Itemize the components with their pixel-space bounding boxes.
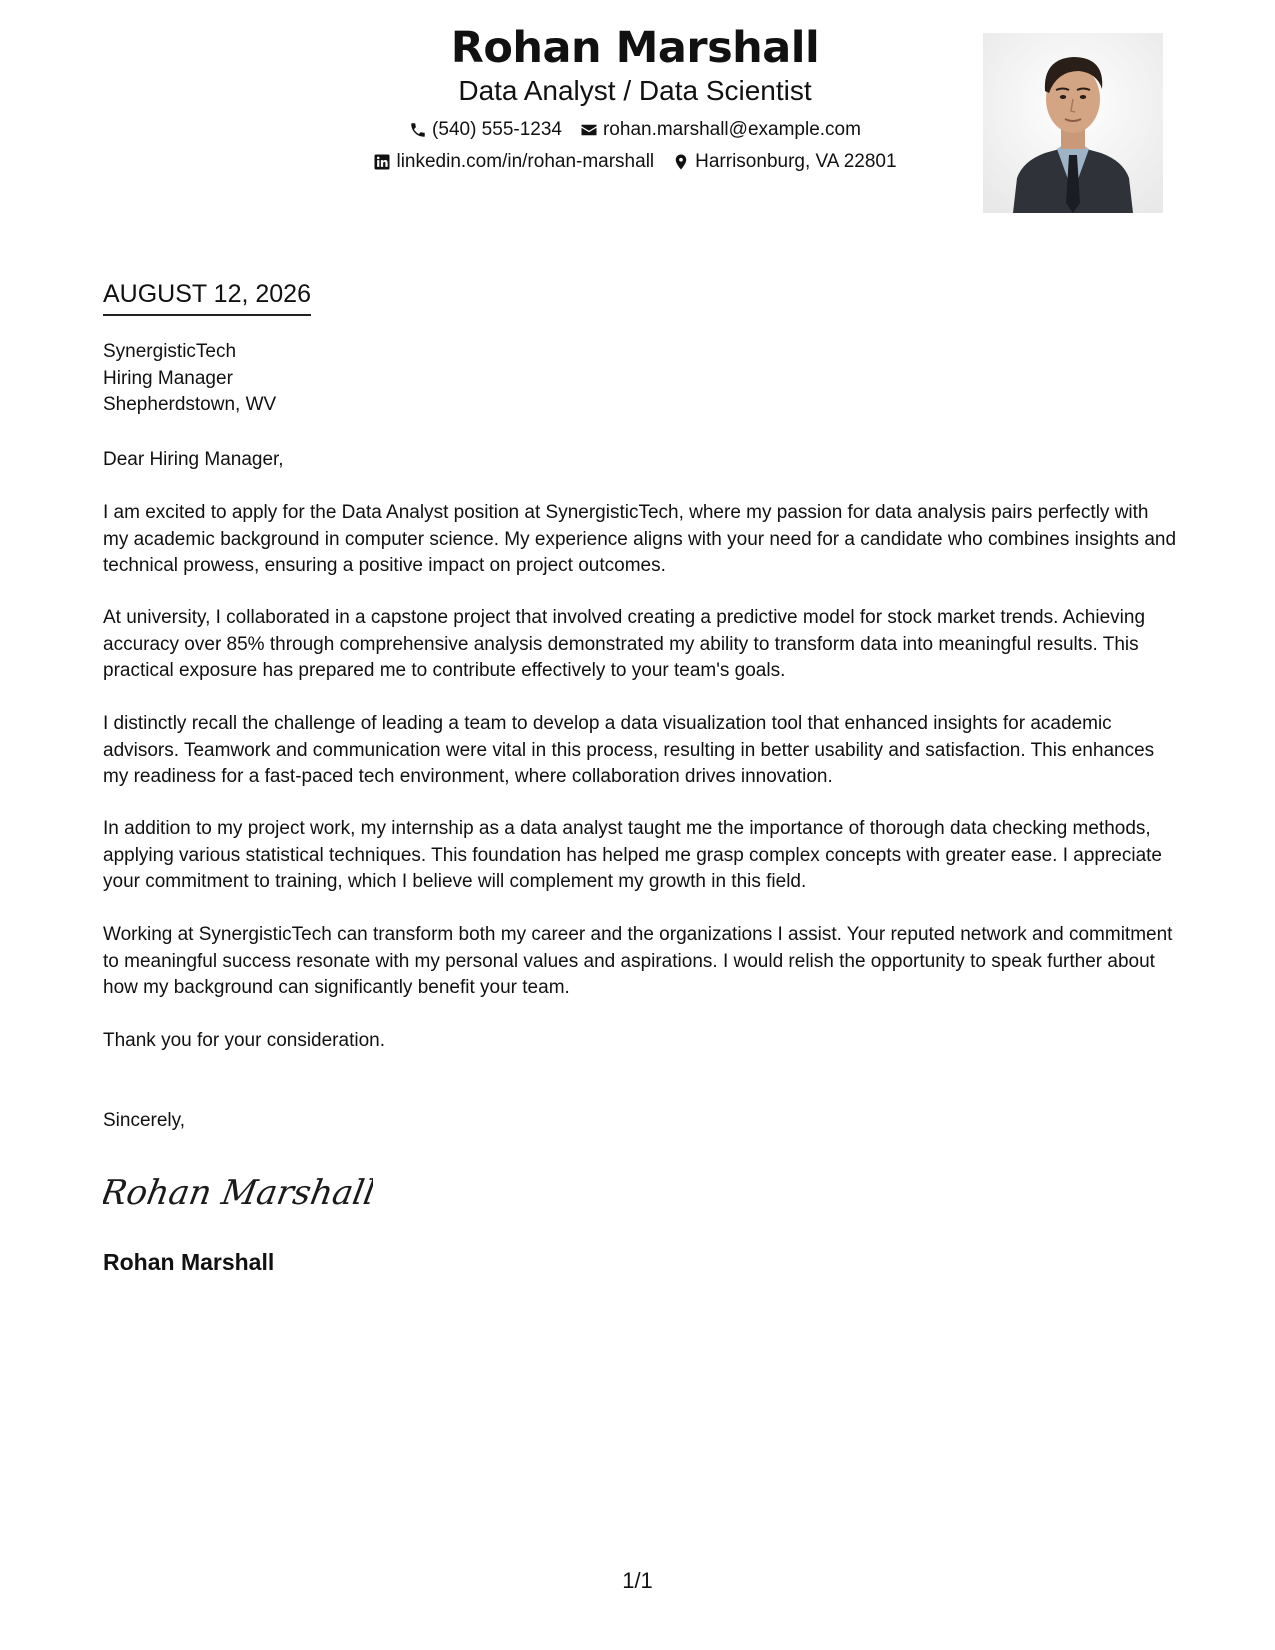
paragraph-3: I distinctly recall the challenge of leading a team to develop a data visualization tool that enhanced insights for academic advisors. Teamwork and communication were vital in this process, resulting in better usability and satisfaction. This enhances my readiness for a fast-paced tech environment, where collaboration drives innovation. xyxy=(103,713,1155,787)
recipient-block xyxy=(103,339,276,419)
location-contact xyxy=(672,150,896,174)
applicant-name: Rohan Marshall xyxy=(450,23,820,73)
map-pin-icon xyxy=(672,153,690,171)
paragraph-5: Working at SynergisticTech can transform both my career and the organizations I assist. Your reputed network and commitment to meaningful success resonate with my personal values and aspirations. I would relish the opportunity to speak further about how my background can significantly benefit your team. xyxy=(103,924,1173,998)
letter-date: AUGUST 12, 2026 xyxy=(103,278,311,316)
location-text: Harrisonburg, VA 22801 xyxy=(695,151,897,172)
paragraph-2: At university, I collaborated in a capstone project that involved creating a predictive model for stock market trends. Achieving accuracy over 85% through comprehensive analysis demonstrated my ability to transform data into meaningful results. This practical exposure has prepared me to contribute effectively to your team's goals. xyxy=(103,607,1146,681)
applicant-headline: Data Analyst / Data Scientist xyxy=(458,75,812,106)
handwritten-signature xyxy=(103,1160,373,1220)
paragraph-4: In addition to my project work, my internship as a data analyst taught me the importance of thorough data checking methods, applying various statistical techniques. This foundation has helped me grasp complex concepts with greater ease. I appreciate your commitment to training, which I believe will complement my growth in this field. xyxy=(103,818,1162,892)
letter-header xyxy=(330,22,940,174)
signer-name: Rohan Marshall xyxy=(103,1249,275,1275)
recipient-company: SynergisticTech xyxy=(103,341,237,362)
thanks-line: Thank you for your consideration. xyxy=(103,1030,385,1051)
phone-icon xyxy=(409,121,427,139)
paragraph-1: I am excited to apply for the Data Analyst position at SynergisticTech, where my passion for data analysis pairs perfectly with my academic background in computer science. My experience aligns with your need for a candidate who combines insights and technical prowess, ensuring a positive impact on project outcomes. xyxy=(103,502,1177,576)
contact-row-1 xyxy=(330,118,940,142)
salutation: Dear Hiring Manager, xyxy=(103,449,284,470)
phone-text: (540) 555-1234 xyxy=(432,119,562,140)
recipient-title: Hiring Manager xyxy=(103,367,233,389)
signature-script: Rohan Marshall xyxy=(103,1173,373,1213)
linkedin-icon xyxy=(373,153,391,171)
profile-photo xyxy=(983,33,1163,213)
email-contact[interactable] xyxy=(580,118,861,142)
recipient-location: Shepherdstown, WV xyxy=(103,394,277,415)
page-number: 1/1 xyxy=(622,1568,653,1593)
phone-contact[interactable] xyxy=(409,118,562,142)
email-text: rohan.marshall@example.com xyxy=(602,119,861,140)
linkedin-contact[interactable] xyxy=(373,150,654,174)
envelope-icon xyxy=(580,121,598,139)
contact-row-2 xyxy=(330,150,940,174)
closing: Sincerely, xyxy=(103,1110,186,1131)
linkedin-text: linkedin.com/in/rohan-marshall xyxy=(396,151,655,172)
